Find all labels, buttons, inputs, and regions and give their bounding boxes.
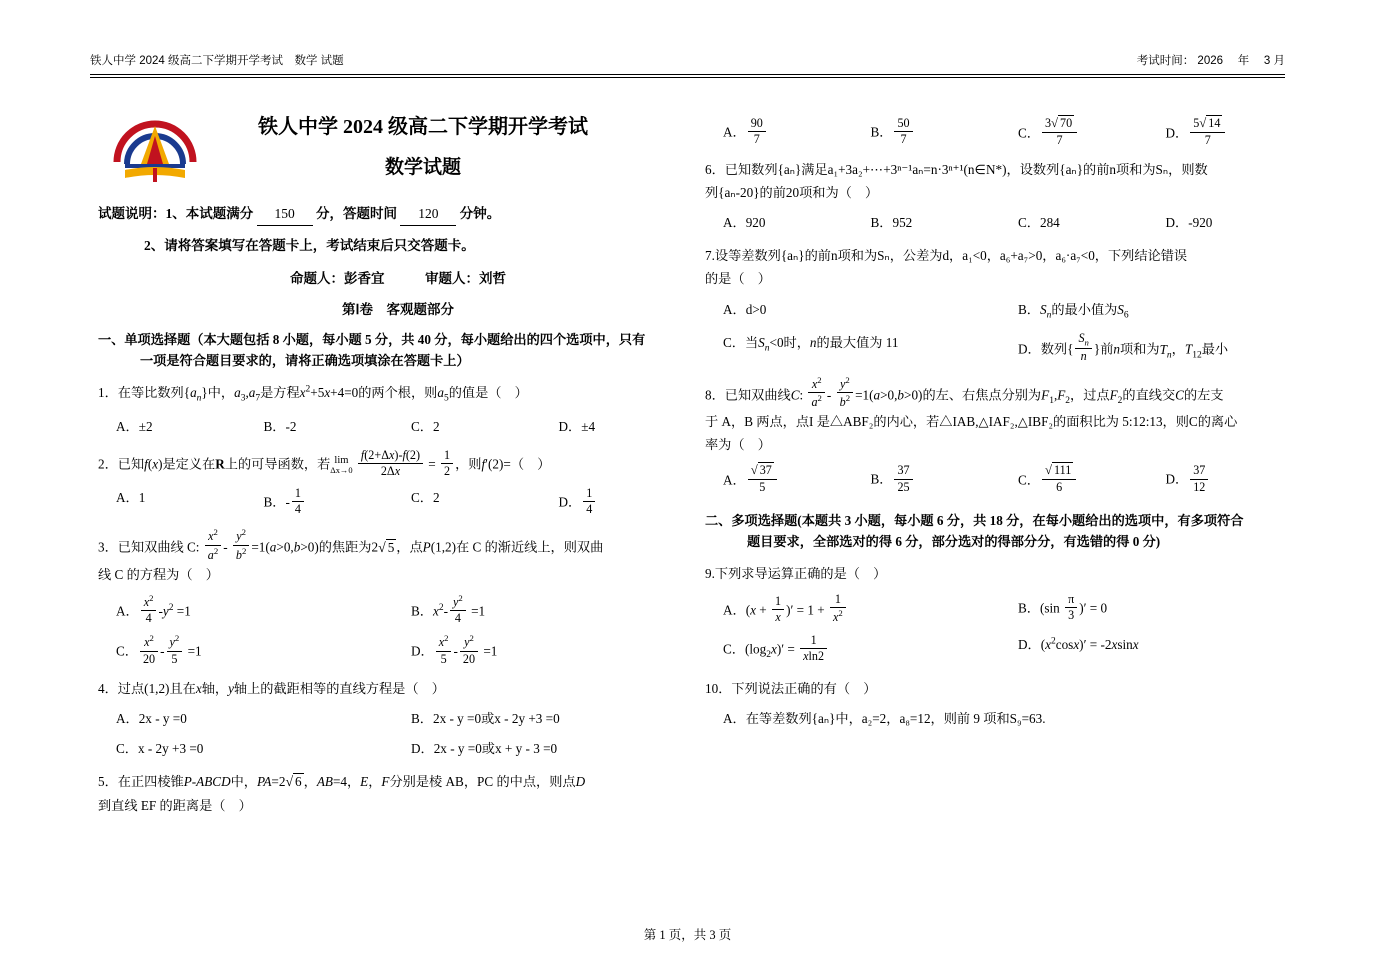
question-9-text: 9.下列求导运算正确的是（ ）: [705, 565, 887, 581]
q6-option-a: A．920: [723, 215, 766, 231]
question-8: [705, 375, 1295, 496]
q9-option-d: D．$(x^2\cos x)' = -2xsinx$: [1018, 636, 1139, 652]
question-3-text-cont: 线 C 的方程为（ ）: [98, 566, 219, 582]
spec-label-2: 分，答题时间: [316, 206, 397, 222]
question-3: [98, 527, 688, 666]
question-4-text: 4．过点(1,2)且在x轴，y轴上的截距相等的直线方程是（ ）: [98, 680, 445, 696]
question-7: [705, 244, 1295, 364]
q7-option-b: B．$S_n$的最小值为$S_6$: [1018, 301, 1129, 321]
exam-spec-line2: 2、请将答案填写在答题卡上，考试结束后只交答题卡。: [144, 238, 475, 254]
question-9: [705, 562, 1295, 667]
question-7-text-cont: 的是（ ）: [705, 271, 771, 287]
question-2-text: 2．已知f(x)是定义在R上的可导函数，若 lim Δx→0 $\frac{f(2+\Delta x)-f(2)}{2\Delta x}$ = $\frac{1}{2}$ ，则f′(2)=（ ）: [98, 447, 551, 478]
page-footer: 第 1 页，共 3 页: [643, 928, 732, 942]
section-single-choice-title: [98, 329, 688, 371]
q1-option-d: D．±4: [558, 418, 596, 434]
question-1: [98, 381, 688, 437]
question-9-options-row1: [705, 592, 1295, 626]
question-3-options-row2: [98, 633, 688, 666]
header-left-text: 铁人中学 2024 级高二下学期开学考试 数学 试题: [90, 55, 344, 67]
q1-option-c: C．2: [411, 418, 440, 434]
question-7-options-row2: [705, 331, 1295, 365]
q7-option-c: C．当$S_n<0$时，n的最大值为 11: [723, 334, 899, 354]
q6-option-b: B．952: [870, 215, 913, 231]
q6-option-d: D．-920: [1165, 215, 1213, 231]
question-4-options-row2: [98, 737, 688, 760]
question-5: [98, 770, 688, 817]
question-8-options: [705, 463, 1295, 495]
q6-option-c: C．284: [1018, 215, 1060, 231]
q8-option-d: D． $\frac{37}{12}$: [1148, 463, 1296, 495]
question-8-text-cont2: 率为（ ）: [705, 437, 771, 453]
question-6-text: 6．已知数列{aₙ}满足a₁+3a₂+⋯+3ⁿ⁻¹aₙ=n·3ⁿ⁺¹(n∈N*)，设数列{aₙ}的前n项和为Sₙ，则数: [705, 162, 1208, 178]
question-1-options: [98, 415, 688, 438]
q8-option-a: A． $\frac{√ 37}{5}$: [705, 463, 853, 495]
question-8-text: 8．已知双曲线C: $\frac{x^2}{a^2}$ - $\frac{y^2}{b^2}$ =1(a>0,b>0)的左、右焦点分别为$F_1,F_2$，过点$F_2$的直线交C的左支: [705, 374, 1224, 410]
header-rule-thin: [90, 77, 1285, 78]
q4-option-b: B．2x - y =0或x - 2y +3 =0: [411, 710, 560, 726]
question-8-text-cont: 于 A，B 两点，点I 是△ABF₂的内心，若△IAB,△IAF₂,△IBF₂的面积比为 5:12:13，则C的离心: [705, 414, 1238, 430]
q5-option-b: B． $\frac{50}{7}$: [853, 116, 1001, 148]
spec-label-3: 分钟。: [459, 206, 501, 222]
q4-option-c: C．x - 2y +3 =0: [116, 740, 204, 756]
section-multi-choice-title: [705, 510, 1295, 552]
question-5-text: 5．在正四棱锥P-ABCD中，PA=2√ 6 ，AB=4，E，F分别是棱 AB，PC 的中点，则点D: [98, 774, 586, 790]
section-single-line1: 一、单项选择题（本大题包括 8 小题，每小题 5 分，共 40 分，每小题给出的四个选项中，只有: [98, 332, 646, 348]
spec-label-1: 试题说明：1、本试题满分: [98, 206, 254, 222]
q5-option-c: C． $\frac{3√ 70}{7}$: [1000, 116, 1148, 148]
left-column: [98, 100, 688, 817]
q3-option-c: C． $\frac{x^2}{20}$ - $\frac{y^2}{5}$ =1: [116, 633, 202, 666]
spec-full-score: 150: [257, 204, 313, 226]
question-7-options-row1: [705, 298, 1295, 324]
question-4: [98, 677, 688, 760]
q9-option-c: C．$(\log_2x)'$ = $\frac{1}{xln2}$: [705, 633, 1000, 667]
q9-option-b: B．(sin $\frac{\pi}{3}$ )′ = 0: [1018, 591, 1108, 623]
exam-spec-line1: [98, 204, 688, 226]
question-10-text: 10．下列说法正确的有（ ）: [705, 680, 877, 696]
q9-option-a: A．(x + $\frac{1}{x}$ )′ = 1 + $\frac{1}{x^2}$: [705, 592, 1000, 626]
page-header: [90, 52, 1285, 68]
right-column: [705, 100, 1295, 730]
q1-option-a: A．±2: [116, 418, 153, 434]
q8-option-c: C． $\frac{√ 111}{6}$: [1000, 463, 1148, 495]
q5-option-a: A． $\frac{90}{7}$: [705, 116, 853, 148]
spec-time: 120: [400, 204, 456, 226]
q2-option-c: C．2: [411, 490, 440, 506]
q2-option-b: B．- $\frac{1}{4}$: [246, 486, 394, 517]
question-10-options: [705, 707, 1295, 730]
question-1-text: 1．在等比数列$\{a_n\}$中，$a_3,a_7$是方程$x^2+5x+4=0$的两个根，则$a_5$的值是（ ）: [98, 384, 528, 405]
question-6-options: [705, 211, 1295, 234]
question-3-text: 3．已知双曲线 C: $\frac{x^2}{a^2}$ - $\frac{y^2}{b^2}$ =1(a>0,b>0)的焦距为2√ 5 ，点P(1,2)在 C 的渐近线上，则双曲: [98, 527, 604, 562]
header-right-text: 考试时间： 2026 年 3 月: [1136, 55, 1285, 67]
question-6: [705, 158, 1295, 234]
question-7-text: 7.设等差数列{aₙ}的前n项和为Sₙ，公差为d，a₁<0，a₆+a₇>0，a₆·a₇<0，下列结论错误: [705, 248, 1188, 264]
q10-option-a: A．在等差数列{aₙ}中，a₂=2，a₈=12，则前 9 项和S₉=63.: [723, 711, 1046, 727]
q7-option-a: A．d>0: [723, 301, 767, 317]
question-5-options: [705, 116, 1295, 148]
q3-option-b: B．$x^2-$ $\frac{y^2}{4}$ =1: [411, 592, 486, 626]
q1-option-b: B．-2: [263, 418, 297, 434]
question-2: [98, 448, 688, 518]
exam-title-line2: 数学试题: [384, 157, 461, 178]
section-single-line2: 一项是符合题目要求的，请将正确选项填涂在答题卡上）: [140, 353, 470, 369]
exam-authors: 命题人：彭香宜 审题人：刘哲: [290, 271, 506, 287]
q5-option-d: D． $\frac{5√ 14}{7}$: [1148, 116, 1296, 148]
question-5-text-cont: 到直线 EF 的距离是（ ）: [98, 798, 252, 814]
q8-option-b: B． $\frac{37}{25}$: [853, 463, 1001, 495]
q4-option-a: A．2x - y =0: [116, 710, 187, 726]
question-6-text-cont: 列{aₙ-20}的前20项和为（ ）: [705, 185, 879, 201]
q7-option-d: D．数列{ $\frac{S_n}{n}$ }前n项和为$T_n$，$T_{12}$最小: [1018, 330, 1229, 364]
section-multi-line1: 二、多项选择题(本题共 3 小题，每小题 6 分，共 18 分，在每小题给出的选项中，有多项符合: [705, 512, 1244, 528]
header-rule-thick: [90, 74, 1285, 75]
exam-part-title: 第Ⅰ卷 客观题部分: [342, 302, 454, 318]
q2-option-a: A．1: [116, 490, 146, 506]
q2-option-d: D． $\frac{1}{4}$: [541, 486, 689, 517]
question-9-options-row2: [705, 633, 1295, 667]
q4-option-d: D．2x - y =0或x + y - 3 =0: [411, 740, 558, 756]
question-10: [705, 677, 1295, 730]
exam-title-line1: 铁人中学 2024 级高二下学期开学考试: [258, 116, 588, 138]
question-2-options: [98, 486, 688, 517]
q3-option-d: D． $\frac{x^2}{5}$ - $\frac{y^2}{20}$ =1: [411, 633, 498, 666]
section-multi-line2: 题目要求，全部选对的得 6 分，部分选对的得部分分，有选错的得 0 分): [747, 533, 1161, 549]
question-4-options-row1: [98, 707, 688, 730]
question-3-options-row1: [98, 593, 688, 626]
q3-option-a: A． $\frac{x^2}{4}$ $-y^2 =1$: [116, 592, 191, 626]
